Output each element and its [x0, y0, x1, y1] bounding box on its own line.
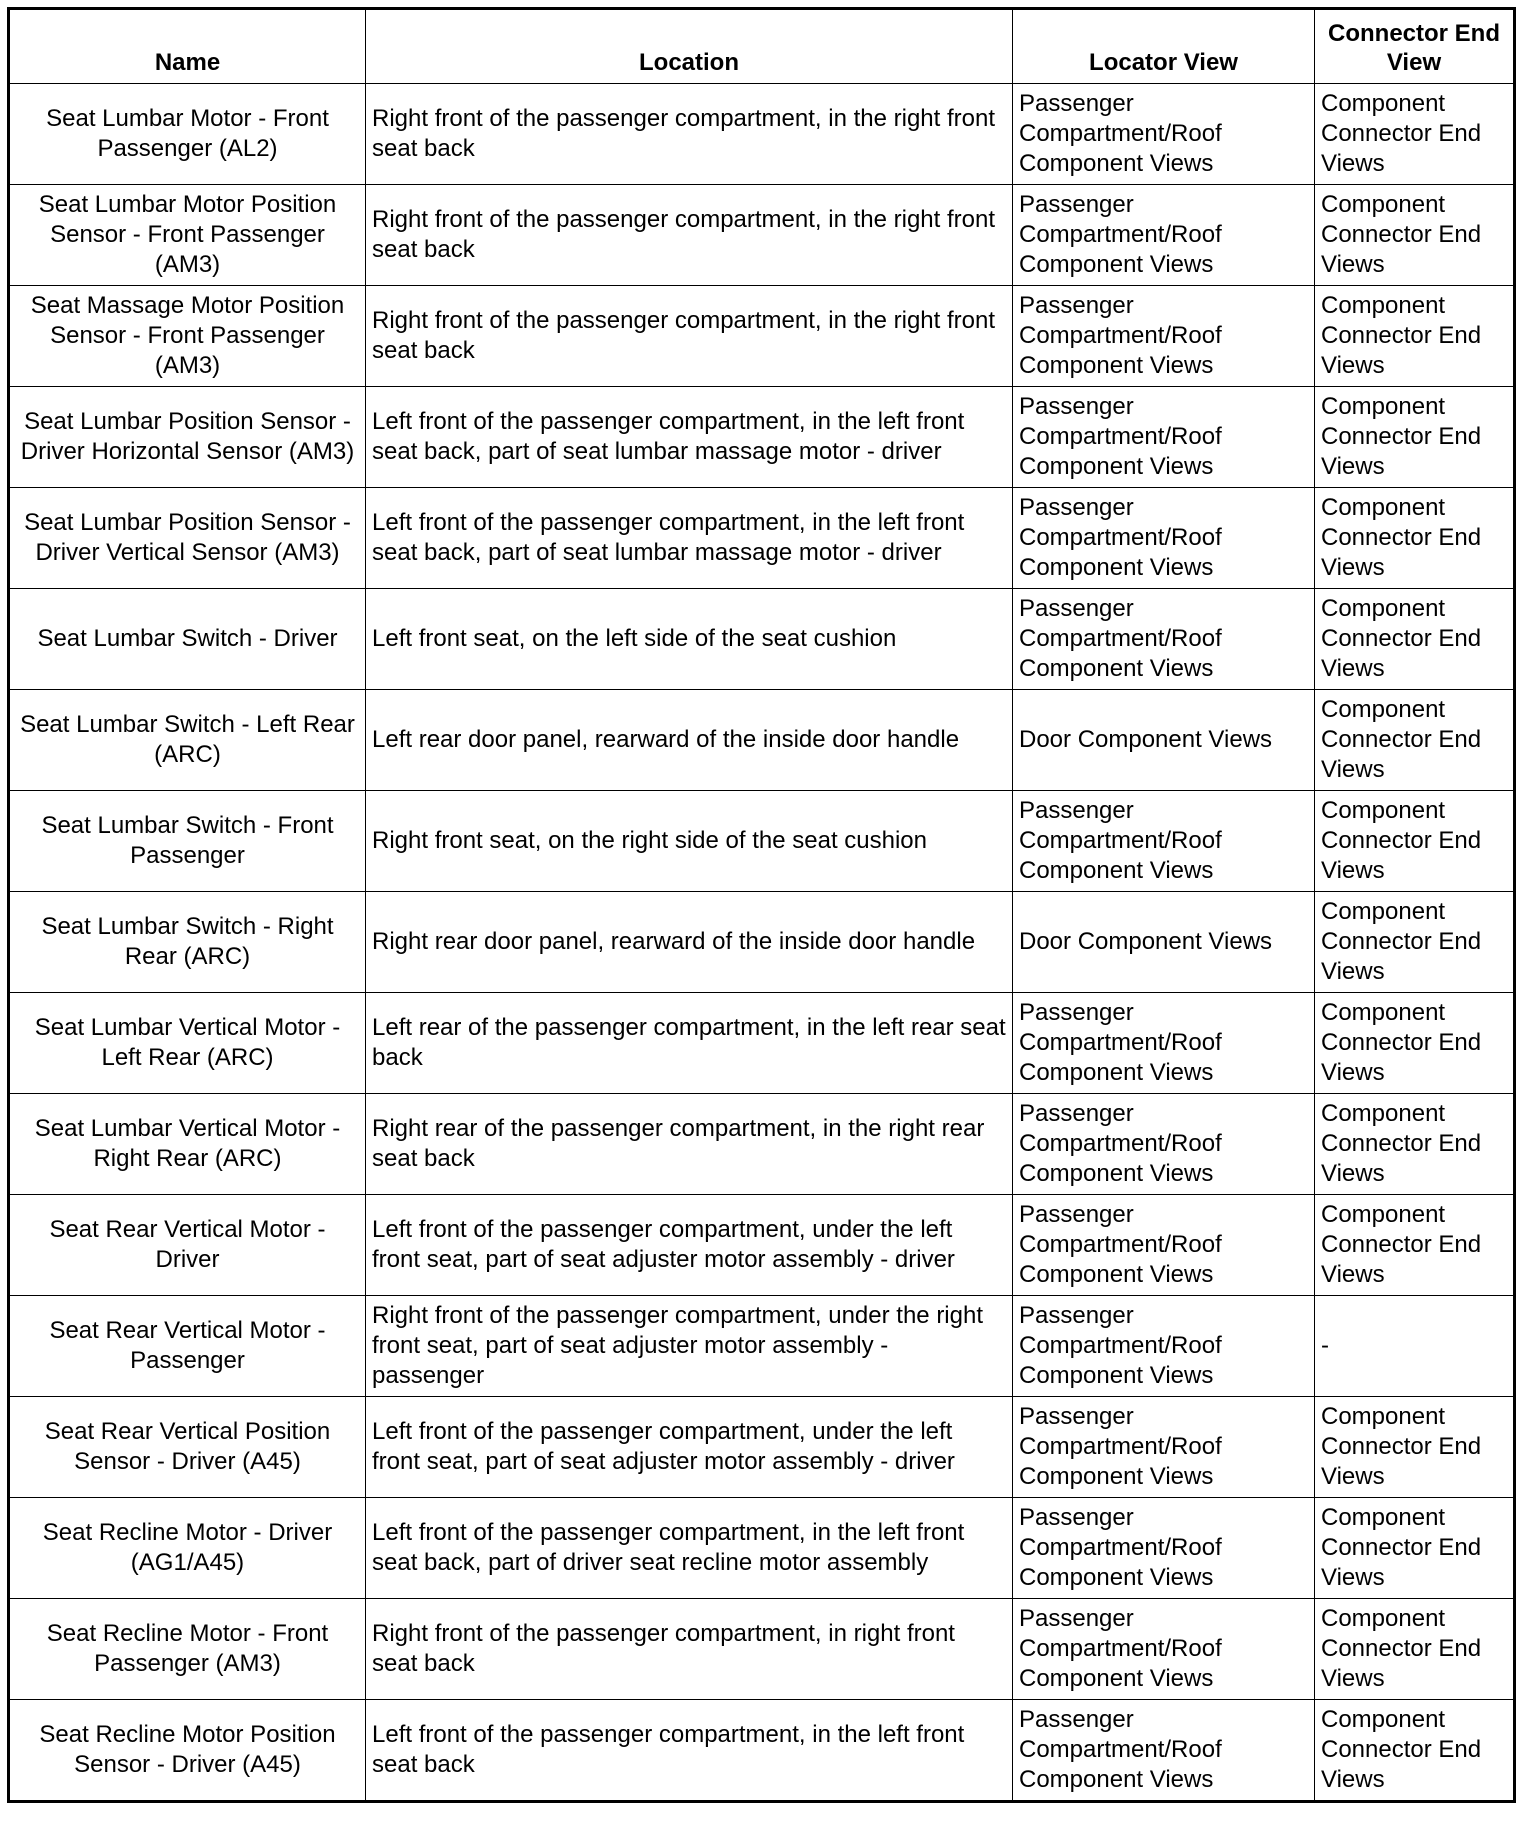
cell-connector-end-view: Component Connector End Views [1315, 1700, 1515, 1802]
cell-connector-end-view: Component Connector End Views [1315, 1397, 1515, 1498]
table-body [9, 84, 1515, 1802]
cell-connector-end-view: Component Connector End Views [1315, 1094, 1515, 1195]
cell-connector-end-view: Component Connector End Views [1315, 892, 1515, 993]
cell-name: Seat Recline Motor Position Sensor - Driver (A45) [9, 1700, 366, 1802]
header-locator-view: Locator View [1013, 9, 1315, 84]
cell-location: Left front of the passenger compartment, in the left front seat back, part of seat lumbar massage motor - driver [366, 488, 1013, 589]
cell-locator-view: Passenger Compartment/Roof Component Views [1013, 1094, 1315, 1195]
cell-name: Seat Lumbar Switch - Driver [9, 589, 366, 690]
table-row [9, 1397, 1515, 1498]
table-row [9, 1296, 1515, 1397]
cell-location: Left front of the passenger compartment, in the left front seat back, part of driver seat recline motor assembly [366, 1498, 1013, 1599]
header-connector-end-view: Connector End View [1315, 9, 1515, 84]
cell-connector-end-view: - [1315, 1296, 1515, 1397]
cell-locator-view: Door Component Views [1013, 690, 1315, 791]
cell-name: Seat Massage Motor Position Sensor - Front Passenger (AM3) [9, 286, 366, 387]
table-header [9, 9, 1515, 84]
cell-location: Left front seat, on the left side of the seat cushion [366, 589, 1013, 690]
cell-name: Seat Lumbar Vertical Motor - Right Rear (ARC) [9, 1094, 366, 1195]
table-row [9, 84, 1515, 185]
cell-connector-end-view: Component Connector End Views [1315, 1599, 1515, 1700]
cell-location: Left front of the passenger compartment, in the left front seat back, part of seat lumbar massage motor - driver [366, 387, 1013, 488]
cell-location: Left rear door panel, rearward of the inside door handle [366, 690, 1013, 791]
cell-locator-view: Door Component Views [1013, 892, 1315, 993]
table-row [9, 892, 1515, 993]
cell-locator-view: Passenger Compartment/Roof Component Views [1013, 488, 1315, 589]
cell-location: Right front of the passenger compartment, in the right front seat back [366, 286, 1013, 387]
cell-name: Seat Recline Motor - Front Passenger (AM3) [9, 1599, 366, 1700]
cell-location: Left front of the passenger compartment, under the left front seat, part of seat adjuster motor assembly - driver [366, 1397, 1013, 1498]
cell-location: Left front of the passenger compartment, under the left front seat, part of seat adjuster motor assembly - driver [366, 1195, 1013, 1296]
table-row [9, 993, 1515, 1094]
cell-locator-view: Passenger Compartment/Roof Component Views [1013, 1397, 1315, 1498]
cell-locator-view: Passenger Compartment/Roof Component Views [1013, 1700, 1315, 1802]
cell-name: Seat Rear Vertical Position Sensor - Driver (A45) [9, 1397, 366, 1498]
cell-locator-view: Passenger Compartment/Roof Component Views [1013, 1599, 1315, 1700]
table-row [9, 1599, 1515, 1700]
cell-connector-end-view: Component Connector End Views [1315, 387, 1515, 488]
cell-locator-view: Passenger Compartment/Roof Component Views [1013, 286, 1315, 387]
cell-connector-end-view: Component Connector End Views [1315, 1498, 1515, 1599]
cell-location: Right front of the passenger compartment, in right front seat back [366, 1599, 1013, 1700]
cell-location: Right front of the passenger compartment, under the right front seat, part of seat adjuster motor assembly - passenger [366, 1296, 1013, 1397]
cell-name: Seat Lumbar Motor Position Sensor - Front Passenger (AM3) [9, 185, 366, 286]
cell-connector-end-view: Component Connector End Views [1315, 589, 1515, 690]
cell-connector-end-view: Component Connector End Views [1315, 185, 1515, 286]
cell-locator-view: Passenger Compartment/Roof Component Views [1013, 589, 1315, 690]
table-row [9, 286, 1515, 387]
cell-location: Right rear door panel, rearward of the inside door handle [366, 892, 1013, 993]
cell-name: Seat Lumbar Switch - Left Rear (ARC) [9, 690, 366, 791]
cell-connector-end-view: Component Connector End Views [1315, 690, 1515, 791]
cell-location: Left front of the passenger compartment, in the left front seat back [366, 1700, 1013, 1802]
header-location: Location [366, 9, 1013, 84]
table-row [9, 1195, 1515, 1296]
cell-name: Seat Rear Vertical Motor - Passenger [9, 1296, 366, 1397]
cell-connector-end-view: Component Connector End Views [1315, 84, 1515, 185]
table-row [9, 1700, 1515, 1802]
table-row [9, 1094, 1515, 1195]
cell-connector-end-view: Component Connector End Views [1315, 791, 1515, 892]
cell-locator-view: Passenger Compartment/Roof Component Views [1013, 84, 1315, 185]
table-row [9, 488, 1515, 589]
cell-name: Seat Lumbar Position Sensor - Driver Horizontal Sensor (AM3) [9, 387, 366, 488]
cell-locator-view: Passenger Compartment/Roof Component Views [1013, 791, 1315, 892]
cell-location: Right front of the passenger compartment, in the right front seat back [366, 185, 1013, 286]
cell-location: Left rear of the passenger compartment, in the left rear seat back [366, 993, 1013, 1094]
cell-locator-view: Passenger Compartment/Roof Component Views [1013, 993, 1315, 1094]
cell-name: Seat Rear Vertical Motor - Driver [9, 1195, 366, 1296]
table-row [9, 387, 1515, 488]
cell-name: Seat Lumbar Switch - Front Passenger [9, 791, 366, 892]
cell-location: Right front of the passenger compartment, in the right front seat back [366, 84, 1013, 185]
cell-locator-view: Passenger Compartment/Roof Component Views [1013, 1498, 1315, 1599]
cell-connector-end-view: Component Connector End Views [1315, 286, 1515, 387]
cell-name: Seat Lumbar Vertical Motor - Left Rear (ARC) [9, 993, 366, 1094]
cell-name: Seat Recline Motor - Driver (AG1/A45) [9, 1498, 366, 1599]
cell-name: Seat Lumbar Position Sensor - Driver Vertical Sensor (AM3) [9, 488, 366, 589]
cell-connector-end-view: Component Connector End Views [1315, 488, 1515, 589]
table-row [9, 791, 1515, 892]
cell-locator-view: Passenger Compartment/Roof Component Views [1013, 1296, 1315, 1397]
cell-name: Seat Lumbar Motor - Front Passenger (AL2) [9, 84, 366, 185]
cell-locator-view: Passenger Compartment/Roof Component Views [1013, 185, 1315, 286]
component-locator-table [7, 7, 1516, 1803]
cell-connector-end-view: Component Connector End Views [1315, 993, 1515, 1094]
cell-connector-end-view: Component Connector End Views [1315, 1195, 1515, 1296]
cell-name: Seat Lumbar Switch - Right Rear (ARC) [9, 892, 366, 993]
table-row [9, 589, 1515, 690]
table-row [9, 690, 1515, 791]
cell-location: Right front seat, on the right side of the seat cushion [366, 791, 1013, 892]
header-name: Name [9, 9, 366, 84]
table-row [9, 1498, 1515, 1599]
cell-locator-view: Passenger Compartment/Roof Component Views [1013, 1195, 1315, 1296]
header-row [9, 9, 1515, 84]
cell-locator-view: Passenger Compartment/Roof Component Views [1013, 387, 1315, 488]
cell-location: Right rear of the passenger compartment, in the right rear seat back [366, 1094, 1013, 1195]
table-row [9, 185, 1515, 286]
